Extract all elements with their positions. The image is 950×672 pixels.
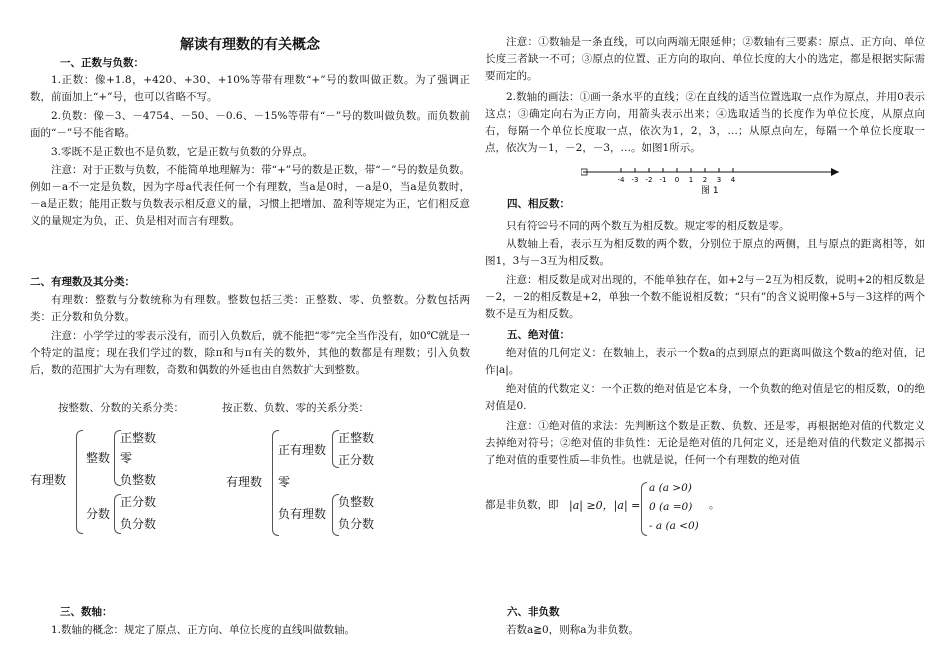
formula-prefix: 都是非负数，即	[485, 499, 559, 511]
section-5-heading: 五、绝对值：	[507, 329, 570, 341]
tree2-negative: 负有理数	[278, 507, 327, 521]
tree1-item: 正整数	[120, 431, 157, 445]
tree1-root: 有理数	[30, 473, 67, 487]
axis-note: 注意：①数轴是一条直线，可以向两端无限延伸；②数轴有三要素：原点、正方向、单位长度三者缺一不可；③原点的位置、正方向的取向、单位长度的大小的选定，都是根据实际需要而定的。	[485, 36, 925, 82]
tree2-item: 正整数	[338, 431, 375, 445]
tree1-fraction: 分数	[86, 507, 111, 521]
section-3-heading: 三、数轴：	[60, 606, 113, 618]
axis-tick-label: -1	[659, 176, 667, 184]
axis-tick-label: -3	[631, 176, 639, 184]
s3-paragraph-1: 1.数轴的概念：规定了原点、正方向、单位长度的直线叫做数轴。	[51, 624, 356, 636]
s4-note: 注意：相反数是成对出现的，不能单独存在，如+2与－2互为相反数，说明+2的相反数是－2，－2的相反数是+2，单独一个数不能说相反数；“只有”的含义说明像+5与－3这样的两个数不是互为相反数。	[485, 274, 925, 320]
case-positive: a (a >0)	[649, 482, 692, 494]
s1-paragraph-2: 2.负数：像－3、－4754、－50、－0.6、－15%等带有“－”号的数叫做负数。而负数前面的“－”号不能省略。	[30, 110, 470, 139]
classification-tree-2	[226, 428, 446, 538]
number-axis	[581, 168, 839, 184]
formula-end: 。	[709, 499, 720, 511]
s5-paragraph-2: 绝对值的代数定义：一个正数的绝对值是它本身，一个负数的绝对值是它的相反数，0的绝对值是0.	[485, 383, 925, 412]
tree2-root: 有理数	[226, 475, 263, 489]
s6-paragraph-1: 若数a≧0，则称a为非负数。	[506, 624, 639, 636]
page-title: 解读有理数的有关概念	[180, 37, 320, 53]
cases-brace	[641, 482, 647, 536]
section-6-heading: 六、非负数	[507, 606, 560, 618]
axis-tick-label: 3	[716, 176, 722, 184]
s1-note: 注意：对于正数与负数，不能简单地理解为：带“+”号的数是正数，带“－”号的数是负数。例如－a不一定是负数，因为字母a代表任何一个有理数，当a是0时，－a是0，当a是负数时，－a是正数；能用正数与负数表示相反意义的量，习惯上把增加、盈利等规定为正，它们相反意义的量规定为负，正、负是相对而言有理数。	[30, 164, 470, 227]
axis-arrow-icon	[831, 168, 839, 176]
section-4-heading: 四、相反数：	[507, 198, 570, 210]
axis-tick-label: -4	[617, 176, 625, 184]
section-1-heading: 一、正数与负数：	[60, 57, 144, 69]
tree2-item: 正分数	[338, 453, 375, 467]
axis-drawing-steps: 2.数轴的画法：①画一条水平的直线；②在直线的适当位置选取一点作为原点，并用0表示这点；③确定向右为正方向，用箭头表示出来；④选取适当的长度作为单位长度，从原点向右，每隔一个单位长度取一点，依次为1，2，3，…；从原点向左，每隔一个单位长度取一点，依次为－1，－2，－3，…。如图1所示。	[485, 91, 925, 154]
section-2-heading: 二、有理数及其分类：	[30, 276, 135, 288]
tree1-item: 负分数	[120, 517, 157, 531]
s5-note: 注意：①绝对值的求法：先判断这个数是正数、负数、还是零，再根据绝对值的代数定义去掉绝对符号；②绝对值的非负性：无论是绝对值的几何定义，还是绝对值的代数定义都揭示了绝对值的重要性质—非负性。也就是说，任何一个有理数的绝对值	[485, 420, 925, 466]
tree2-positive: 正有理数	[278, 443, 327, 457]
figure-caption: 图 1	[701, 186, 719, 196]
classification-tree-1	[30, 428, 230, 538]
case-negative: - a (a <0)	[649, 520, 699, 532]
tree1-brace-main	[76, 430, 83, 534]
s1-paragraph-3: 3.零既不是正数也不是负数，它是正数与负数的分界点。	[51, 146, 314, 158]
s5-paragraph-1: 绝对值的几何定义：在数轴上，表示一个数a的点到原点的距离叫做这个数a的绝对值，记作|a|。	[485, 347, 925, 376]
axis-tick-label: 4	[730, 176, 736, 184]
s4-paragraph-2: 从数轴上看，表示互为相反数的两个数，分别位于原点的两侧，且与原点的距离相等，如图1，3与－3互为相反数。	[485, 238, 925, 267]
tree1-item: 零	[120, 451, 133, 465]
s4-paragraph-1: 只有符≌号不同的两个数互为相反数。规定零的相反数是零。	[506, 220, 790, 232]
tree1-item: 正分数	[120, 495, 157, 509]
tree1-integer: 整数	[86, 451, 111, 465]
s2-paragraph-1: 有理数：整数与分数统称为有理数。整数包括三类：正整数、零、负整数。分数包括两类：正分数和负分数。	[30, 294, 470, 323]
tree2-zero: 零	[278, 475, 291, 489]
number-axis-figure	[581, 162, 841, 196]
s2-note: 注意：小学学过的零表示没有，而引入负数后，就不能把“零”完全当作没有，如0℃就是一个特定的温度；现在我们学过的数，除π和与π有关的数外，其他的数都是有理数；引入负数后，数的范围扩大为有理数，奇数和偶数的外延也由自然数扩大到整数。	[30, 330, 470, 376]
tree2-item: 负分数	[338, 517, 375, 531]
axis-tick-label: 0	[674, 176, 680, 184]
tree2-item: 负整数	[338, 495, 375, 509]
tree1-item: 负整数	[120, 473, 157, 487]
case-zero: 0 (a =0)	[649, 501, 693, 513]
axis-tick-label: 1	[688, 176, 694, 184]
classification-label-2: 按正数、负数、零的关系分类：	[222, 402, 369, 414]
s1-paragraph-1: 1.正数：像+1.8，+420、+30、+10%等带有理数“+”号的数叫做正数。为了强调正数，前面加上“+”号，也可以省略不写。	[30, 74, 470, 103]
classification-label-1: 按整数、分数的关系分类：	[58, 402, 184, 414]
axis-tick-label: -2	[645, 176, 653, 184]
axis-tick-label: 2	[702, 176, 708, 184]
abs-value-formula: |a| ≥0，|a| =	[569, 499, 641, 512]
